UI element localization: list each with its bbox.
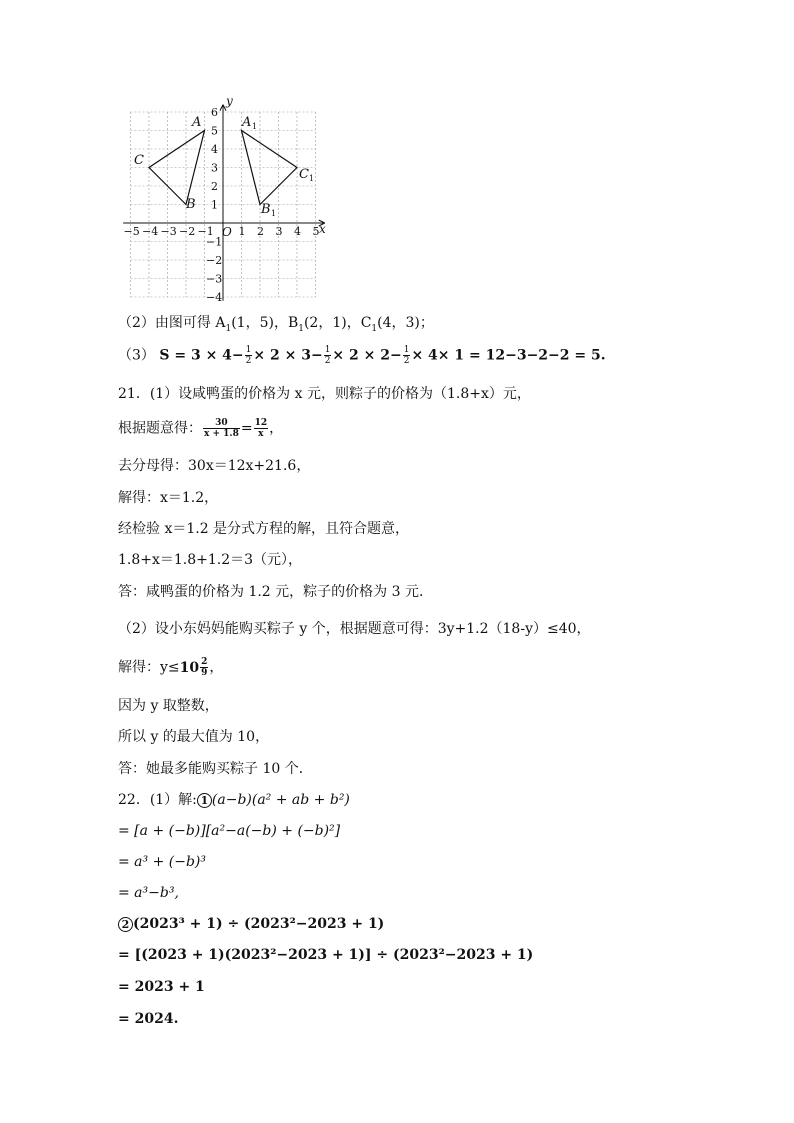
label-a1-sub: 1 [252, 122, 258, 131]
x-tick-label: −5 [123, 225, 140, 238]
line-factor: = [(2023 + 1)(2023²−2023 + 1)] ÷ (2023²−2023 + 1) [118, 947, 534, 963]
fraction: $\frac{1}{2}$ [403, 345, 410, 366]
sub: 1 [225, 323, 232, 334]
text: (1，5)，B [231, 315, 299, 331]
math: × 2 × 2− [332, 347, 402, 364]
x-tick-label: 3 [275, 225, 283, 238]
y-tick-label: −4 [206, 291, 223, 304]
axis-arrows [220, 105, 325, 226]
fraction: $\frac{1}{2}$ [324, 345, 331, 366]
axis-x-label: x [319, 222, 326, 236]
x-tick-label: 2 [257, 225, 264, 238]
label-c: C [134, 153, 144, 168]
axes [123, 105, 325, 301]
text: (4，3)； [377, 315, 434, 331]
line-answer-1: 答：咸鸭蛋的价格为 1.2 元，粽子的价格为 3 元． [118, 584, 433, 600]
circled-number: 1 [197, 793, 212, 808]
line-zongzi-price: 1.8+x＝1.8+1.2＝3（元）， [118, 552, 303, 568]
fraction: $\frac{12}{x}$ [254, 418, 268, 439]
line-part3-area [118, 345, 606, 366]
line-check: 经检验 x＝1.2 是分式方程的解，且符合题意， [118, 521, 410, 537]
coordinate-graph [116, 96, 336, 306]
line-answer-2: 答：她最多能购买粽子 10 个． [118, 761, 313, 777]
line-solve-x: 解得：x＝1.2， [118, 490, 219, 506]
label-b1: B [261, 202, 271, 217]
tick-labels [124, 106, 320, 304]
y-tick-label: 3 [211, 161, 218, 175]
line-q22-part2 [118, 914, 384, 934]
text: （2）由图可得 A [118, 315, 226, 331]
x-tick-label: −3 [160, 225, 177, 238]
x-tick-label: 5 [312, 225, 320, 238]
mixed-number: 10 $\frac{2}{9}$ [179, 657, 208, 678]
line-expand-3: = a³−b³, [118, 885, 179, 901]
label-c1-sub: 1 [309, 174, 315, 183]
x-tick-label: 4 [294, 225, 301, 238]
x-tick-label: −1 [197, 225, 214, 238]
sub: 1 [371, 323, 378, 334]
label-a: A [192, 115, 202, 130]
text: 根据题意得： [118, 420, 202, 437]
math: × 4× 1 = 12−3−2−2 = 5. [411, 347, 606, 364]
triangle-a1b1c1 [242, 131, 298, 205]
line-expand-1: = [a + (−b)][a²−a(−b) + (−b)²] [118, 823, 341, 839]
fraction: $\frac{30}{x + 1.8}$ [204, 418, 239, 439]
y-tick-label: −2 [206, 254, 223, 267]
math: S = 3 × 4− [159, 347, 244, 364]
line-simplify: = 2023 + 1 [118, 979, 205, 995]
label-b: B [186, 197, 196, 212]
text: 解得：y≤ [118, 659, 180, 676]
y-tick-label: −1 [206, 235, 223, 249]
text: 22．(1）解: [118, 792, 197, 808]
y-tick-label: 2 [211, 180, 218, 193]
line-result: = 2024. [118, 1011, 179, 1027]
math: (2023³ + 1) ÷ (2023²−2023 + 1) [133, 916, 385, 932]
line-expand-2: = a³ + (−b)³ [118, 854, 206, 870]
y-tick-label: −3 [206, 272, 223, 286]
y-tick-label: 4 [211, 143, 218, 156]
text: （3） [118, 347, 155, 364]
origin-label: O [222, 225, 232, 239]
line-integer: 因为 y 取整数， [118, 698, 219, 714]
label-a1: A [242, 115, 252, 130]
line-part2-coordinates [118, 313, 434, 339]
sub: 1 [298, 323, 304, 334]
math: (a−b)(a² + ab + b²) [211, 792, 350, 808]
text: (2，1)，C [303, 315, 372, 331]
y-tick-label: 6 [211, 106, 218, 119]
fraction: $\frac{1}{2}$ [245, 345, 252, 366]
x-tick-label: −4 [142, 225, 159, 238]
axis-y-label: y [226, 96, 233, 108]
line-q22-start [118, 790, 350, 810]
line-clear-denominator: 去分母得：30x＝12x+21.6， [118, 458, 311, 474]
circled-number: 2 [118, 917, 133, 932]
line-max-value: 所以 y 的最大值为 10， [118, 729, 270, 745]
x-tick-label: 1 [238, 225, 246, 238]
y-tick-label: 5 [211, 124, 218, 138]
label-c1: C [299, 167, 309, 182]
x-tick-label: −2 [179, 225, 196, 238]
line-q21-intro: 21．(1）设咸鸭蛋的价格为 x 元，则粽子的价格为（1.8+x）元， [118, 386, 531, 402]
line-solve-y: 解得：y≤10 $\frac{2}{9}$ ， [118, 657, 224, 678]
label-b1-sub: 1 [271, 209, 277, 218]
math: × 2 × 3− [253, 347, 323, 364]
line-part2-inequality: （2）设小东妈妈能购买粽子 y 个，根据题意可得：3y+1.2（18-y）≤40， [118, 621, 591, 637]
y-tick-label: 1 [211, 198, 218, 212]
line-equation: 根据题意得： $\frac{30}{x + 1.8}$ = $\frac{12}{x}$ ， [118, 418, 284, 439]
